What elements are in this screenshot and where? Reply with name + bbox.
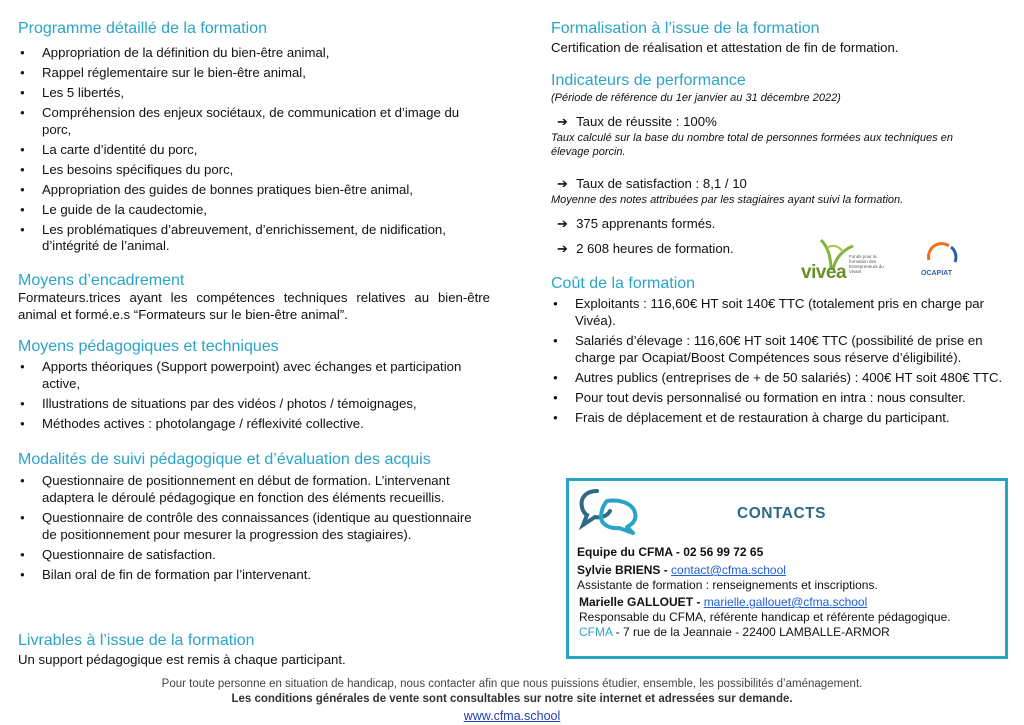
contacts-box bbox=[566, 478, 1008, 659]
ocapiat-wordmark: OCAPIAT bbox=[921, 270, 952, 277]
encadrement-heading: Moyens d’encadrement bbox=[18, 272, 185, 289]
person1-line bbox=[577, 563, 786, 577]
apprenants-text: 375 apprenants formés. bbox=[576, 216, 716, 231]
livrables-text: Un support pédagogique est remis à chaque participant. bbox=[18, 652, 346, 667]
address-text: - 7 rue de la Jeannaie - 22400 LAMBALLE-ARMOR bbox=[612, 625, 890, 639]
pedagogiques-list bbox=[18, 359, 483, 436]
indicateurs-heading: Indicateurs de performance bbox=[551, 72, 746, 89]
website-link[interactable]: www.cfma.school bbox=[463, 709, 561, 723]
address-prefix: CFMA bbox=[579, 625, 613, 639]
formalisation-text: Certification de réalisation et attestation de fin de formation. bbox=[551, 40, 899, 55]
list-item: ● Rappel réglementaire sur le bien-être animal, bbox=[18, 65, 488, 82]
person2-role: Responsable du CFMA, référente handicap et référente pédagogique. bbox=[579, 610, 951, 624]
contacts-title: CONTACTS bbox=[737, 505, 826, 522]
arrow-right-icon: ➔ bbox=[557, 241, 569, 256]
speech-bubbles-icon bbox=[577, 487, 643, 535]
period-text: (Période de référence du 1er janvier au 31 décembre 2022) bbox=[551, 92, 841, 104]
list-item: ● Appropriation de la définition du bien-être animal, bbox=[18, 45, 488, 62]
list-item: ● Salariés d’élevage : 116,60€ HT soit 140€ TTC (possibilité de prise en charge par Ocapiat/Boost Compétences sous réserve d’éligibilité). bbox=[551, 333, 1013, 367]
footer-website-wrap bbox=[0, 709, 1024, 723]
arrow-right-icon: ➔ bbox=[557, 216, 569, 231]
ocapiat-ring-icon bbox=[925, 242, 959, 268]
list-item: ● Les besoins spécifiques du porc, bbox=[18, 162, 488, 179]
encadrement-text: Formateurs.trices ayant les compétences techniques relatives au bien-être animal et formé.e.s “Formateurs sur le bien-être animal”. bbox=[18, 290, 490, 322]
list-item: ● Les problématiques d’abreuvement, d’enrichissement, de nidification, d’intégrité de l’animal. bbox=[18, 222, 488, 256]
heures-text: 2 608 heures de formation. bbox=[576, 241, 734, 256]
address-line bbox=[579, 625, 890, 639]
reussite-text: Taux de réussite : 100% bbox=[576, 114, 717, 129]
list-item: ● Compréhension des enjeux sociétaux, de communication et d’image du porc, bbox=[18, 105, 488, 139]
reussite-line bbox=[551, 114, 717, 130]
list-item: ● Exploitants : 116,60€ HT soit 140€ TTC (totalement pris en charge par Vivéa). bbox=[551, 296, 1013, 330]
equipe-line: Equipe du CFMA - 02 56 99 72 65 bbox=[577, 545, 764, 559]
list-item: ● Bilan oral de fin de formation par l’intervenant. bbox=[18, 567, 483, 584]
programme-list bbox=[18, 45, 488, 258]
person2-name: Marielle GALLOUET - bbox=[579, 595, 704, 609]
vivea-wordmark: vivea bbox=[801, 262, 847, 283]
person1-email-link[interactable]: contact@cfma.school bbox=[671, 563, 786, 577]
list-item: ● Méthodes actives : photolangage / réflexivité collective. bbox=[18, 416, 483, 433]
pedagogiques-heading: Moyens pédagogiques et techniques bbox=[18, 338, 279, 355]
list-item: ● Autres publics (entreprises de + de 50 salariés) : 400€ HT soit 480€ TTC. bbox=[551, 370, 1013, 387]
heures-line bbox=[551, 241, 734, 257]
suivi-heading: Modalités de suivi pédagogique et d’évaluation des acquis bbox=[18, 451, 431, 468]
cout-heading: Coût de la formation bbox=[551, 275, 696, 292]
vivea-logo bbox=[801, 236, 896, 284]
list-item: ● La carte d’identité du porc, bbox=[18, 142, 488, 159]
person1-name: Sylvie BRIENS - bbox=[577, 563, 672, 577]
arrow-right-icon: ➔ bbox=[557, 114, 569, 129]
reussite-note: Taux calculé sur la base du nombre total de personnes formées aux techniques en élevage porcin. bbox=[551, 132, 953, 158]
list-item: ● Questionnaire de positionnement en début de formation. L’intervenant adaptera le déroulé pédagogique en fonction des éléments recueillis. bbox=[18, 473, 483, 507]
list-item: ● Frais de déplacement et de restauration à charge du participant. bbox=[551, 410, 1013, 427]
list-item: ● Questionnaire de satisfaction. bbox=[18, 547, 483, 564]
list-item: ● Le guide de la caudectomie, bbox=[18, 202, 488, 219]
person2-line bbox=[579, 595, 867, 609]
list-item: ● Appropriation des guides de bonnes pratiques bien-être animal, bbox=[18, 182, 488, 199]
satisfaction-line bbox=[551, 176, 747, 192]
footer-conditions: Les conditions générales de vente sont consultables sur notre site internet et adressées sur demande. bbox=[231, 693, 793, 705]
formalisation-heading: Formalisation à l’issue de la formation bbox=[551, 20, 820, 37]
list-item: ● Questionnaire de contrôle des connaissances (identique au questionnaire de positionnement pour mesurer la progression des stagiaires). bbox=[18, 510, 483, 544]
footer-handicap: Pour toute personne en situation de handicap, nous contacter afin que nous puissions étudier, ensemble, les possibilités d’aménagement. bbox=[161, 678, 863, 690]
list-item: ● Apports théoriques (Support powerpoint) avec échanges et participation active, bbox=[18, 359, 483, 393]
livrables-heading: Livrables à l’issue de la formation bbox=[18, 632, 255, 649]
programme-heading: Programme détaillé de la formation bbox=[18, 20, 268, 37]
satisfaction-note: Moyenne des notes attribuées par les stagiaires ayant suivi la formation. bbox=[551, 194, 904, 206]
cout-list bbox=[551, 296, 1013, 430]
vivea-tagline: Fonds pour la formation des Entrepreneurs du Vivant bbox=[849, 254, 884, 274]
list-item: ● Pour tout devis personnalisé ou formation en intra : nous consulter. bbox=[551, 390, 1013, 407]
suivi-list bbox=[18, 473, 483, 587]
list-item: ● Les 5 libertés, bbox=[18, 85, 488, 102]
satisfaction-text: Taux de satisfaction : 8,1 / 10 bbox=[576, 176, 747, 191]
list-item: ● Illustrations de situations par des vidéos / photos / témoignages, bbox=[18, 396, 483, 413]
arrow-right-icon: ➔ bbox=[557, 176, 569, 191]
person2-email-link[interactable]: marielle.gallouet@cfma.school bbox=[703, 595, 868, 609]
ocapiat-logo bbox=[921, 242, 963, 282]
apprenants-line bbox=[551, 216, 715, 232]
person1-role: Assistante de formation : renseignements et inscriptions. bbox=[577, 578, 878, 592]
